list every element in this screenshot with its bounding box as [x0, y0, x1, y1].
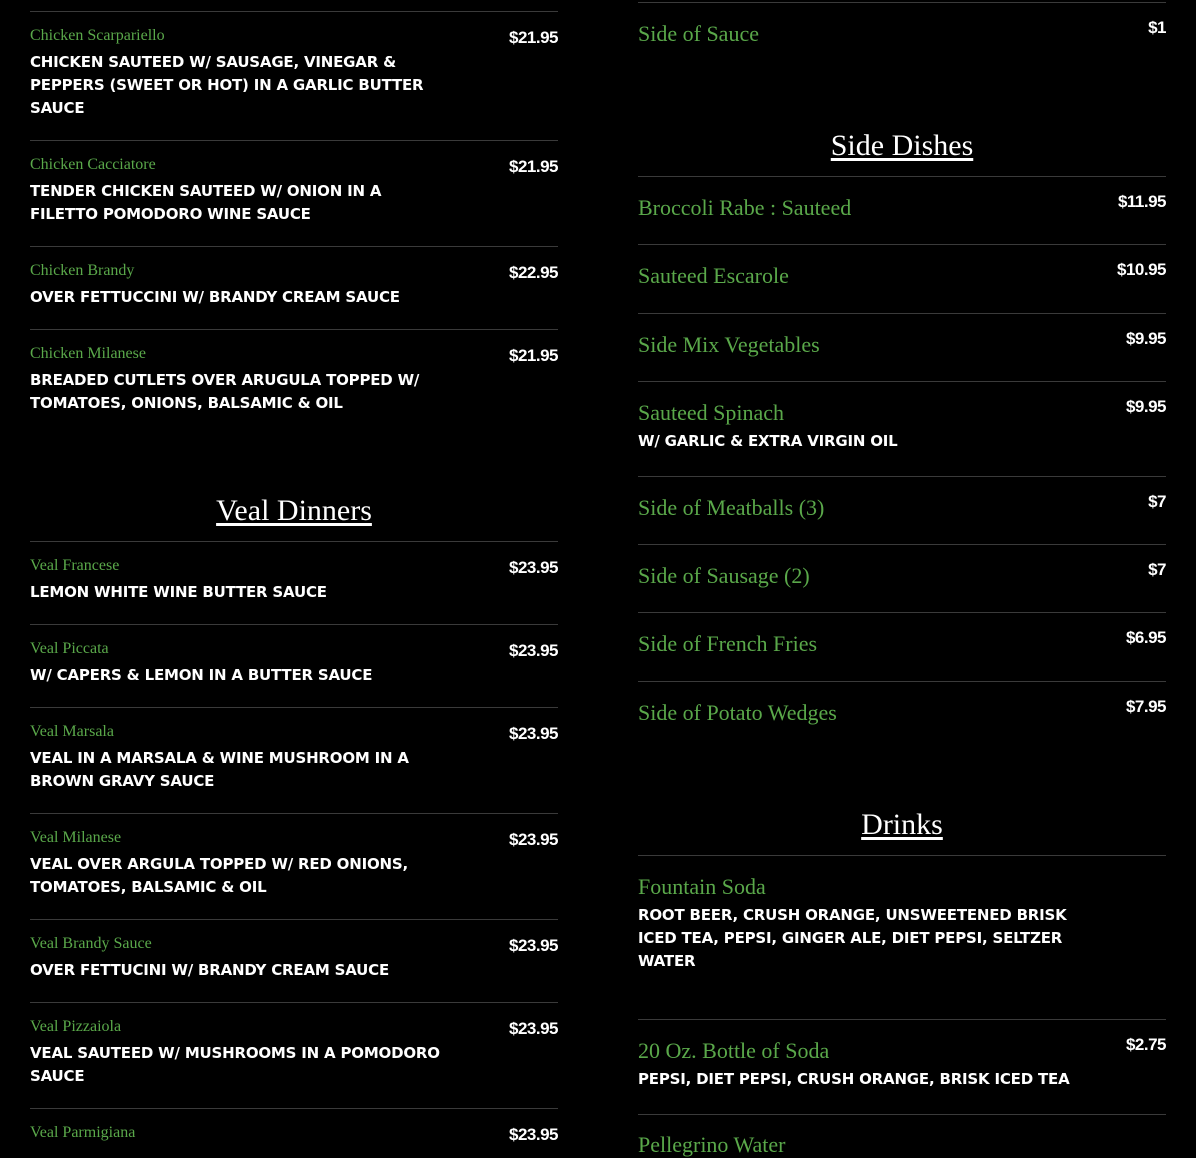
- item-price: $23.95: [509, 1125, 558, 1144]
- divider: [638, 2, 1166, 3]
- menu-item-veal-milanese[interactable]: [30, 828, 558, 899]
- item-price: $9.95: [1125, 397, 1166, 416]
- item-name: Chicken Scarpariello: [30, 27, 165, 44]
- item-price: $21.95: [509, 157, 558, 176]
- item-name: Side of Potato Wedges: [638, 700, 837, 725]
- item-name: Broccoli Rabe : Sauteed: [638, 195, 852, 220]
- item-description: PEPSI, DIET PEPSI, CRUSH ORANGE, BRISK ICED TEA: [638, 1070, 1070, 1089]
- item-name: Veal Piccata: [30, 640, 109, 657]
- item-name: Side Mix Vegetables: [638, 332, 820, 357]
- item-name: Chicken Milanese: [30, 345, 146, 362]
- item-price: $21.95: [509, 28, 558, 47]
- divider: [638, 681, 1166, 682]
- item-price: $1: [1148, 18, 1166, 37]
- item-description: VEAL SAUTEED W/ MUSHROOMS IN A POMODORO SAUCE: [30, 1044, 440, 1086]
- section-heading-drinks: Drinks: [861, 808, 943, 841]
- item-description: W/ GARLIC & EXTRA VIRGIN OIL: [638, 432, 898, 451]
- divider: [638, 855, 1166, 856]
- item-price: $23.95: [509, 724, 558, 743]
- item-description: VEAL OVER ARGULA TOPPED W/ RED ONIONS, TOMATOES, BALSAMIC & OIL: [30, 855, 408, 897]
- item-description: W/ CAPERS & LEMON IN A BUTTER SAUCE: [30, 666, 373, 685]
- item-price: $6.95: [1125, 628, 1166, 647]
- item-description: OVER FETTUCCINI W/ BRANDY CREAM SAUCE: [30, 288, 400, 307]
- item-name: Pellegrino Water: [638, 1132, 786, 1157]
- item-price: $23.95: [509, 936, 558, 955]
- item-name: Veal Parmigiana: [30, 1124, 136, 1141]
- divider: [30, 11, 558, 12]
- menu-item-chicken-cacciatore[interactable]: [30, 155, 558, 226]
- menu-item-veal-piccata[interactable]: [30, 639, 558, 687]
- divider: [30, 1002, 558, 1003]
- item-price: $9.95: [1125, 329, 1166, 348]
- divider: [30, 541, 558, 542]
- divider: [30, 140, 558, 141]
- item-price: $7: [1148, 492, 1166, 511]
- right-menu-column: [638, 0, 1166, 1155]
- item-name: Veal Milanese: [30, 829, 122, 846]
- item-description: CHICKEN SAUTEED W/ SAUSAGE, VINEGAR & PEPPERS (SWEET OR HOT) IN A GARLIC BUTTER SAUCE: [30, 53, 424, 118]
- menu-item-20oz-bottle-of-soda[interactable]: [638, 1035, 1166, 1091]
- menu-item-side-of-meatballs[interactable]: [638, 492, 1166, 521]
- divider: [638, 244, 1166, 245]
- item-name: Side of Meatballs (3): [638, 495, 825, 520]
- section-heading-veal-dinners: Veal Dinners: [216, 494, 372, 527]
- item-price: $23.95: [509, 830, 558, 849]
- divider: [30, 813, 558, 814]
- menu-item-chicken-brandy[interactable]: [30, 261, 558, 309]
- item-name: Sauteed Spinach: [638, 400, 785, 425]
- item-name: Veal Pizzaiola: [30, 1018, 122, 1035]
- item-price: $23.95: [509, 558, 558, 577]
- menu-item-side-mix-vegetables[interactable]: [638, 329, 1166, 358]
- item-description: TENDER CHICKEN SAUTEED W/ ONION IN A FILETTO POMODORO WINE SAUCE: [30, 182, 382, 224]
- menu-item-side-of-sausage[interactable]: [638, 560, 1166, 589]
- item-name: Side of Sausage (2): [638, 563, 810, 588]
- divider: [30, 707, 558, 708]
- menu-item-veal-francese[interactable]: [30, 556, 558, 604]
- menu-item-fountain-soda[interactable]: [638, 874, 1166, 973]
- left-menu-column: [30, 0, 558, 1155]
- item-price: $23.95: [509, 1019, 558, 1038]
- divider: [638, 381, 1166, 382]
- divider: [638, 612, 1166, 613]
- item-description: LEMON WHITE WINE BUTTER SAUCE: [30, 583, 327, 602]
- item-price: $7.95: [1125, 697, 1166, 716]
- item-name: Sauteed Escarole: [638, 263, 789, 288]
- menu-item-side-of-sauce[interactable]: [638, 18, 1166, 47]
- item-name: Veal Francese: [30, 557, 120, 574]
- item-name: Chicken Brandy: [30, 262, 135, 279]
- divider: [30, 919, 558, 920]
- divider: [30, 329, 558, 330]
- item-price: $21.95: [509, 346, 558, 365]
- item-name: Veal Marsala: [30, 723, 114, 740]
- divider: [638, 313, 1166, 314]
- menu-item-veal-parmigiana[interactable]: [30, 1123, 558, 1142]
- item-name: Chicken Cacciatore: [30, 156, 156, 173]
- item-description: VEAL IN A MARSALA & WINE MUSHROOM IN A BROWN GRAVY SAUCE: [30, 749, 409, 791]
- item-price: $22.95: [509, 263, 558, 282]
- menu-item-chicken-milanese[interactable]: [30, 344, 558, 415]
- menu-item-side-of-potato-wedges[interactable]: [638, 697, 1166, 726]
- item-name: Fountain Soda: [638, 874, 766, 899]
- section-heading-side-dishes: Side Dishes: [830, 129, 974, 162]
- divider: [638, 544, 1166, 545]
- item-name: Side of French Fries: [638, 631, 818, 656]
- divider: [638, 176, 1166, 177]
- menu-item-veal-brandy-sauce[interactable]: [30, 934, 558, 982]
- menu-item-veal-pizzaiola[interactable]: [30, 1017, 558, 1088]
- menu-item-sauteed-escarole[interactable]: [638, 260, 1166, 289]
- item-name: Veal Brandy Sauce: [30, 935, 152, 952]
- divider: [30, 624, 558, 625]
- item-price: $10.95: [1117, 260, 1166, 279]
- item-name: 20 Oz. Bottle of Soda: [638, 1038, 830, 1063]
- item-price: $7: [1148, 560, 1166, 579]
- divider: [638, 1114, 1166, 1115]
- menu-item-pellegrino-water[interactable]: [638, 1132, 1166, 1158]
- item-description: ROOT BEER, CRUSH ORANGE, UNSWEETENED BRISK ICED TEA, PEPSI, GINGER ALE, DIET PEPSI, SELTZER WATER: [638, 906, 1067, 971]
- item-description: OVER FETTUCINI W/ BRANDY CREAM SAUCE: [30, 961, 389, 980]
- divider: [638, 1019, 1166, 1020]
- item-price: $11.95: [1117, 192, 1166, 211]
- menu-item-veal-marsala[interactable]: [30, 722, 558, 793]
- divider: [638, 476, 1166, 477]
- divider: [30, 246, 558, 247]
- item-description: BREADED CUTLETS OVER ARUGULA TOPPED W/ TOMATOES, ONIONS, BALSAMIC & OIL: [30, 371, 420, 413]
- item-name: Side of Sauce: [638, 21, 759, 46]
- menu-item-side-of-french-fries[interactable]: [638, 628, 1166, 657]
- menu-item-chicken-scarpariello[interactable]: [30, 26, 558, 120]
- menu-item-sauteed-spinach[interactable]: [638, 397, 1166, 453]
- item-price: $23.95: [509, 641, 558, 660]
- item-price: $2.75: [1125, 1035, 1166, 1054]
- divider: [30, 1108, 558, 1109]
- menu-item-broccoli-rabe[interactable]: [638, 192, 1166, 221]
